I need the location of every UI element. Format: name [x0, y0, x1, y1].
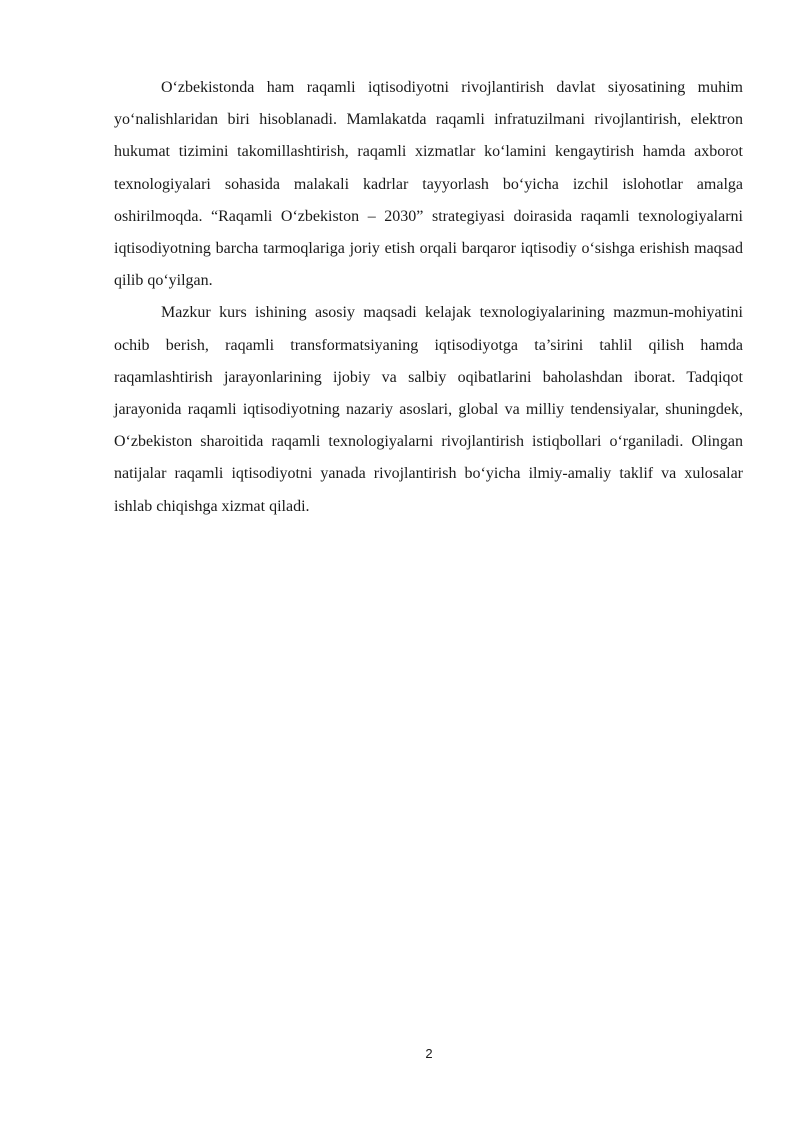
page-number: 2 [425, 1046, 433, 1061]
paragraph-1: O‘zbekistonda ham raqamli iqtisodiyotni rivojlantirish davlat siyosatining muhim yo‘nalishlaridan biri hisoblanadi. Mamlakatda raqamli infratuzilmani rivojlantirish, elektron hukumat tizimini takomillashtirish, raqamli xizmatlar ko‘lamini kengaytirish hamda axborot texnologiyalari sohasida malakali kadrlar tayyorlash bo‘yicha izchil islohotlar amalga oshirilmoqda. “Raqamli O‘zbekiston – 2030” strategiyasi doirasida raqamli texnologiyalarni iqtisodiyotning barcha tarmoqlariga joriy etish orqali barqaror iqtisodiy o‘sishga erishish maqsad qilib qo‘yilgan. [114, 79, 743, 290]
body-text [114, 72, 743, 523]
paragraph-2: Mazkur kurs ishining asosiy maqsadi kelajak texnologiyalarining mazmun-mohiyatini ochib berish, raqamli transformatsiyaning iqtisodiyotga ta’sirini tahlil qilish hamda raqamlashtirish jarayonlarining ijobiy va salbiy oqibatlarini baholashdan iborat. Tadqiqot jarayonida raqamli iqtisodiyotning nazariy asoslari, global va milliy tendensiyalar, shuningdek, O‘zbekiston sharoitida raqamli texnologiyalarni rivojlantirish istiqbollari o‘rganiladi. Olingan natijalar raqamli iqtisodiyotni yanada rivojlantirish bo‘yicha ilmiy-amaliy taklif va xulosalar ishlab chiqishga xizmat qiladi. [114, 304, 743, 515]
